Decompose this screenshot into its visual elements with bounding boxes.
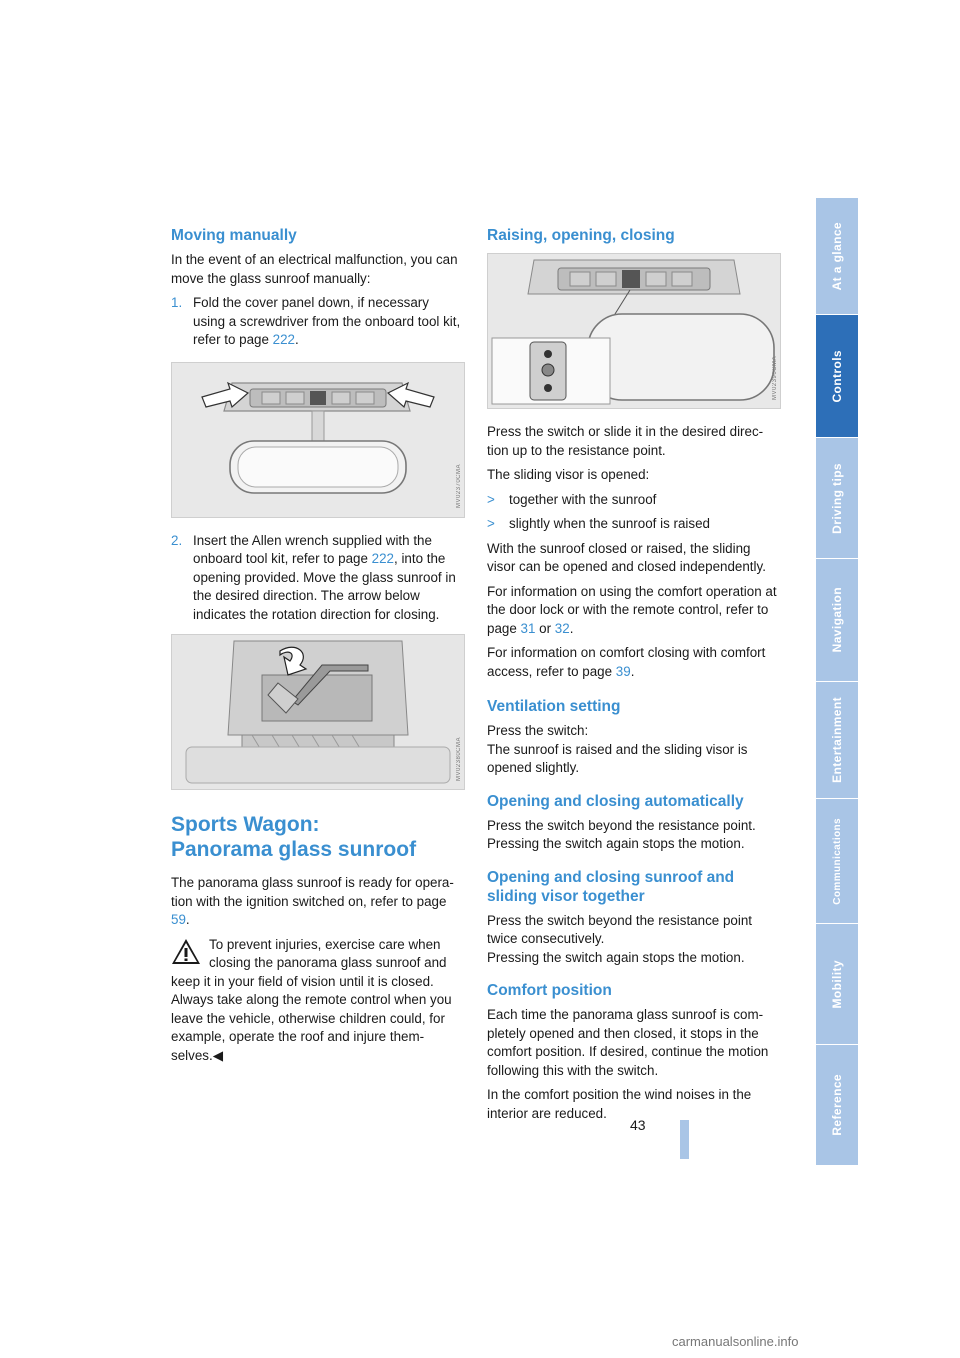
step-1-number: 1. (171, 295, 183, 310)
tab-at-a-glance[interactable]: At a glance (816, 198, 858, 315)
figure-code: MV02380CMA (456, 736, 462, 781)
right-column (487, 226, 779, 1129)
tab-driving-tips[interactable]: Driving tips (816, 438, 858, 559)
heading-sports-wagon: Sports Wagon: Panorama glass sunroof (171, 813, 417, 861)
step-1 (171, 294, 463, 350)
tab-entertainment[interactable]: Entertainment (816, 682, 858, 799)
page-link-39[interactable]: 39 (615, 663, 631, 679)
figure-cover-panel (171, 362, 465, 518)
tab-controls[interactable]: Controls (816, 315, 858, 438)
left-column (171, 226, 463, 1071)
page-number-bar (680, 1120, 689, 1159)
switch-illustration (488, 254, 780, 408)
step-2-text: Insert the Allen wrench supplied with the onboard tool kit, refer to page 222, into the opening provided. Move the glass sunroof in the desired direction. The arrow below indicates the rotation direction for closing. (193, 532, 456, 622)
press-switch-text: Press the switch or slide it in the desired direc-tion up to the resistance point. (487, 424, 764, 458)
warning-block (171, 936, 463, 1066)
bullet-item: > together with the sunroof (487, 491, 657, 507)
page-number: 43 (630, 1117, 646, 1133)
bullet-item: > slightly when the sunroof is raised (487, 516, 710, 531)
comfort-access-text: For information on comfort closing with comfort access, refer to page 39. (487, 645, 766, 679)
heading-opening-closing-auto: Opening and closing automatically (487, 792, 744, 810)
moving-intro-text: In the event of an electrical malfunction, you can move the glass sunroof manually: (171, 252, 458, 286)
heading-raising-opening-closing: Raising, opening, closing (487, 227, 675, 244)
comfort-operation-text: For information on using the comfort operation at the door lock or with the remote control, refer to page 31 or 32. (487, 583, 777, 636)
page-link-222[interactable]: 222 (272, 332, 295, 347)
visor-opened-text: The sliding visor is opened: (487, 467, 650, 482)
figure-switch (487, 253, 781, 409)
warning-triangle-icon (171, 938, 201, 965)
end-mark: ◀ (212, 1047, 223, 1063)
tab-mobility[interactable]: Mobility (816, 924, 858, 1045)
page-link-222[interactable]: 222 (371, 551, 394, 566)
heading-ventilation: Ventilation setting (487, 698, 621, 715)
tab-navigation[interactable]: Navigation (816, 559, 858, 682)
step-2 (171, 532, 463, 625)
step-1-text: Fold the cover panel down, if necessary using a screwdriver from the onboard tool kit, refer to page 222. (193, 295, 461, 347)
page-link-32[interactable]: 32 (554, 620, 570, 636)
sunroof-closed-text: With the sunroof closed or raised, the sliding visor can be opened and closed independently. (487, 540, 766, 574)
figure-code: MV02370CMA (456, 464, 462, 509)
page-link-59[interactable]: 59 (171, 912, 186, 927)
ventilation-text: Press the switch: The sunroof is raised and the sliding visor is opened slightly. (487, 723, 748, 775)
watermark: carmanualsonline.info (672, 1334, 799, 1349)
comfort-position-text-2: In the comfort position the wind noises in the interior are reduced. (487, 1087, 752, 1121)
panorama-intro-text: The panorama glass sunroof is ready for opera-tion with the ignition switched on, refer to page 59. (171, 875, 454, 927)
auto-text: Press the switch beyond the resistance point. Pressing the switch again stops the motion. (487, 817, 756, 851)
chapter-tabs (816, 198, 858, 1166)
together-text: Press the switch beyond the resistance point twice consecutively. Pressing the switch again stops the motion. (487, 912, 752, 965)
heading-sunroof-visor-together: Opening and closing sunroof and sliding visor together (487, 868, 735, 905)
allen-wrench-illustration (172, 635, 464, 789)
warning-text-rest: keep it in your field of vision until it is closed. Always take along the remote control when you leave the vehicle, otherwise children could, for example, operate the roof and injure them-selves.◀ (171, 973, 452, 1063)
tab-reference[interactable]: Reference (816, 1045, 858, 1166)
figure-code: MV02390CMA (772, 355, 778, 400)
cover-panel-illustration (172, 363, 464, 517)
heading-comfort-position: Comfort position (487, 982, 612, 999)
figure-allen-wrench (171, 634, 465, 790)
tab-communications[interactable]: Communications (816, 799, 858, 924)
comfort-position-text-1: Each time the panorama glass sunroof is com-pletely opened and then closed, it stops in the comfort position. If desired, continue the motion following this with the switch. (487, 1007, 769, 1078)
page-link-31[interactable]: 31 (520, 620, 536, 636)
step-2-number: 2. (171, 532, 183, 548)
warning-text-first: To prevent injuries, exercise care when closing the panorama glass sunroof and (209, 936, 447, 970)
heading-moving-manually: Moving manually (171, 227, 297, 244)
